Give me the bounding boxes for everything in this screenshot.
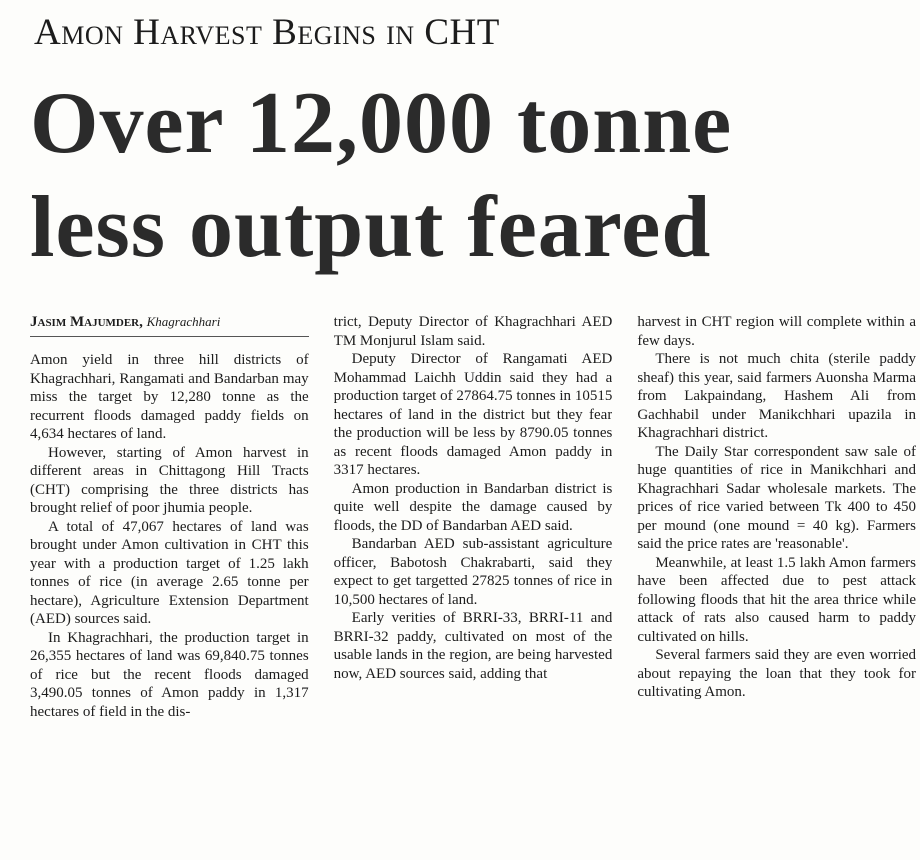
byline: [30, 313, 309, 337]
paragraph: Bandarban AED sub-assistant agriculture officer, Babotosh Chakrabarti, said they expect to get targetted 27825 tonnes of rice in 10,500 hectares of land.: [333, 536, 613, 608]
paragraph: In Khagrachhari, the production target in 26,355 hectares of land was 69,840.75 tonnes of rice but the recent floods damaged 3,490.05 tonnes of Amon paddy in 1,317 hectares of field in the dis-: [30, 629, 309, 720]
paragraph: Early verities of BRRI-33, BRRI-11 and BRRI-32 paddy, cultivated on most of the usable lands in the region, are being harvested now, AED sources said, adding that: [333, 610, 613, 682]
article-body: [30, 313, 916, 860]
article-column-1: [30, 313, 309, 860]
kicker: Amon Harvest Begins in CHT: [34, 12, 500, 53]
paragraph: A total of 47,067 hectares of land was brought under Amon cultivation in CHT this year with a production target of 1.25 lakh tonnes of rice (in average 2.65 tonne per hectare), Agriculture Extension Department (AED) sources said.: [30, 518, 309, 627]
headline-line-2: less output feared: [30, 179, 712, 276]
paragraph: The Daily Star correspondent saw sale of huge quantities of rice in Manikchhari and Khagrachhari Sadar wholesale markets. The prices of rice varied between Tk 400 to 450 per mound (one mound = 40 kg). Farmers said the price rates are 'reasonable'.: [637, 443, 917, 552]
byline-place: Khagrachhari: [146, 314, 221, 329]
paragraph: Several farmers said they are even worried about repaying the loan that they took for cultivating Amon.: [637, 647, 917, 700]
paragraph: trict, Deputy Director of Khagrachhari AED TM Monjurul Islam said.: [333, 314, 613, 349]
paragraph: Deputy Director of Rangamati AED Mohammad Laichh Uddin said they had a production target of 27864.75 tonnes in 10515 hectares of land in the district but they fear the production will be less by 8790.05 tonnes as recent floods damaged Amon paddy in 3317 hectares.: [333, 351, 613, 478]
headline: [30, 72, 732, 280]
paragraph: There is not much chita (sterile paddy sheaf) this year, said farmers Auonsha Marma from Lakpaindang, Hashem Ali from Gachhabil under Manikchhari upazila in Khagrachhari district.: [637, 351, 917, 441]
paragraph: harvest in CHT region will complete within a few days.: [637, 314, 917, 349]
paragraph: Amon production in Bandarban district is quite well despite the damage caused by floods, the DD of Bandarban AED said.: [333, 480, 613, 534]
byline-author: Jasim Majumder,: [30, 314, 143, 330]
article-column-3: [637, 313, 916, 860]
paragraph: Amon yield in three hill districts of Khagrachhari, Rangamati and Bandarban may miss the target by 12,280 tonne as the recurrent floods damaged paddy fields on 4,634 hectares of land.: [30, 352, 309, 442]
paragraph: However, starting of Amon harvest in different areas in Chittagong Hill Tracts (CHT) comprising the three districts has brought relief of poor jhumia people.: [30, 444, 309, 516]
paragraph: Meanwhile, at least 1.5 lakh Amon farmers have been affected due to pest attack following floods that hit the area thrice while attack of rats also caused harm to paddy cultivated on hills.: [637, 554, 917, 645]
article-column-2: [334, 313, 613, 860]
headline-line-1: Over 12,000 tonne: [30, 75, 733, 172]
